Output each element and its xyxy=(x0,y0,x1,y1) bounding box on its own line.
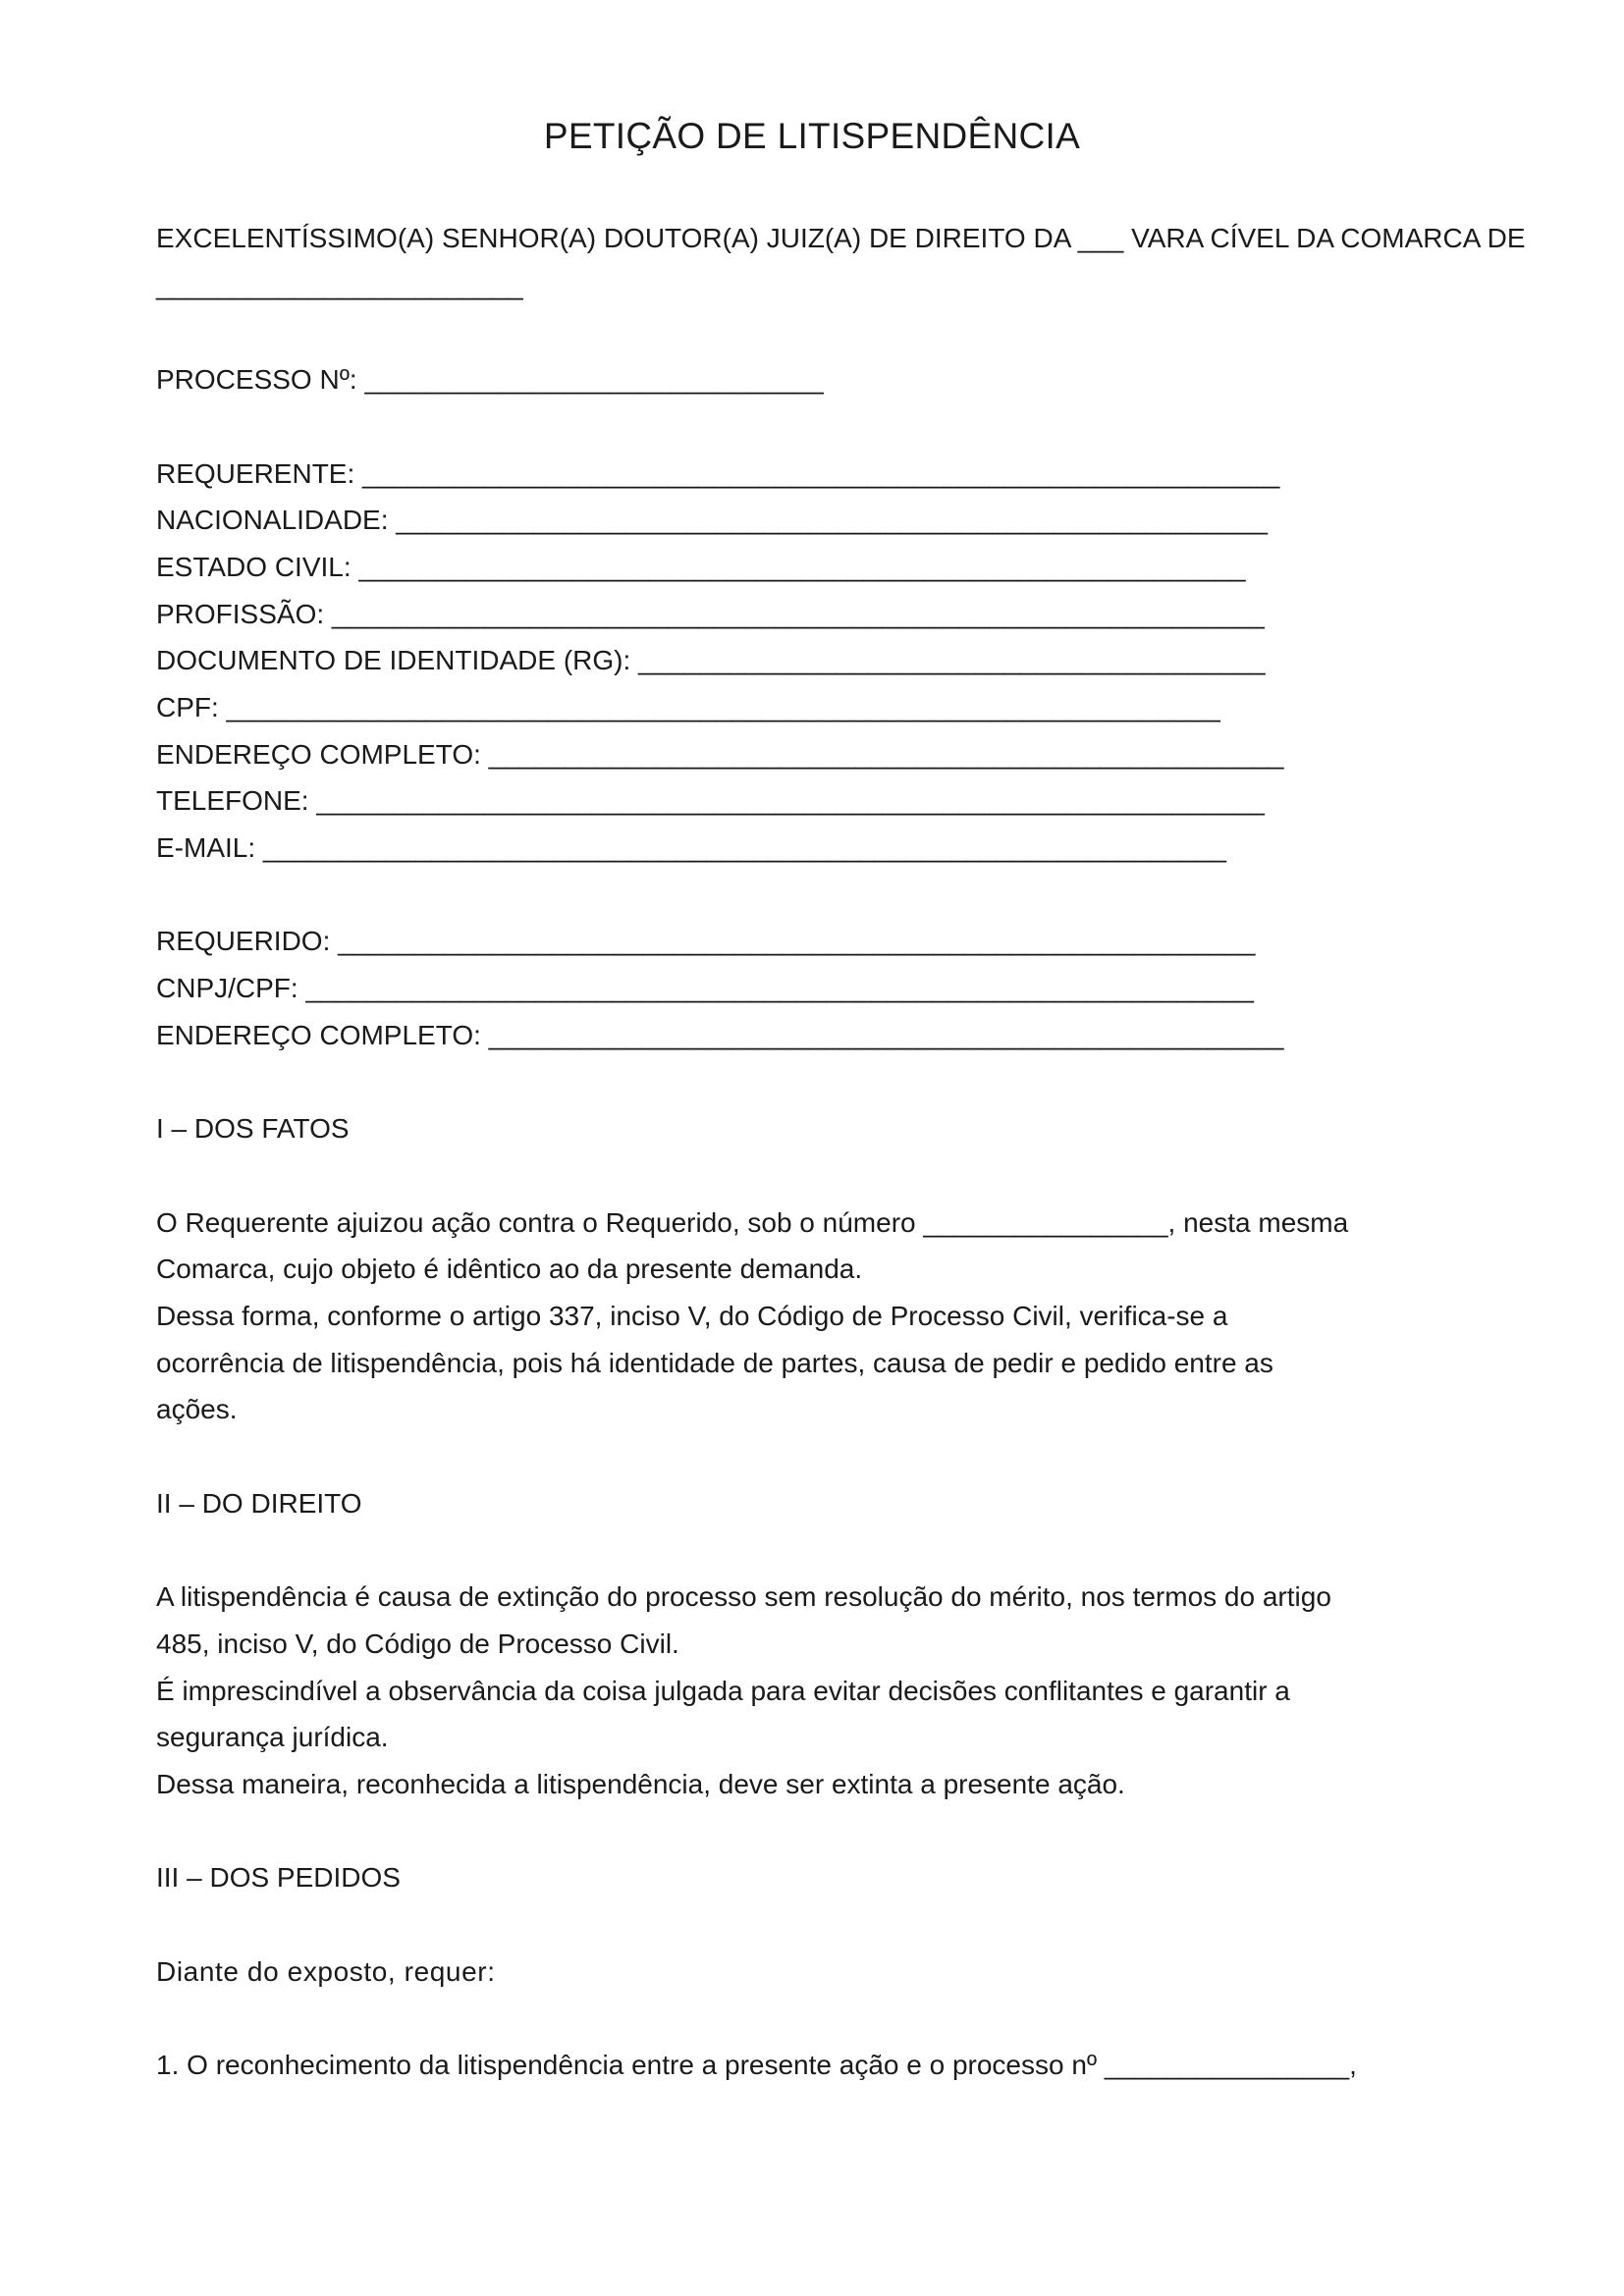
endereco-requerido-field: ENDEREÇO COMPLETO: ____________________________________________________ xyxy=(156,1020,1284,1050)
addressee-line-2: ________________________ xyxy=(156,270,523,300)
profissao-field: PROFISSÃO: _____________________________________________________________ xyxy=(156,599,1265,629)
paragraph-line: Comarca, cujo objeto é idêntico ao da presente demanda. xyxy=(156,1254,863,1284)
document-title: PETIÇÃO DE LITISPENDÊNCIA xyxy=(543,116,1081,156)
paragraph-line: É imprescindível a observância da coisa julgada para evitar decisões conflitantes e garantir a xyxy=(156,1676,1290,1706)
paragraph-line: ações. xyxy=(156,1394,238,1424)
rg-field: DOCUMENTO DE IDENTIDADE (RG): _________________________________________ xyxy=(156,645,1266,675)
paragraph-line: Dessa maneira, reconhecida a litispendência, deve ser extinta a presente ação. xyxy=(156,1769,1125,1799)
telefone-field: TELEFONE: ______________________________________________________________ xyxy=(156,785,1265,816)
paragraph-line: ocorrência de litispendência, pois há identidade de partes, causa de pedir e pedido entre as xyxy=(156,1348,1273,1378)
addressee-line-1: EXCELENTÍSSIMO(A) SENHOR(A) DOUTOR(A) JUIZ(A) DE DIREITO DA ___ VARA CÍVEL DA COMARCA DE xyxy=(156,223,1526,253)
section-heading-fatos: I – DOS FATOS xyxy=(156,1113,350,1144)
requerido-field: REQUERIDO: ____________________________________________________________ xyxy=(156,926,1256,956)
paragraph-line: A litispendência é causa de extinção do processo sem resolução do mérito, nos termos do artigo xyxy=(156,1581,1331,1612)
cnpj-cpf-field: CNPJ/CPF: ______________________________________________________________ xyxy=(156,973,1254,1003)
estado-civil-field: ESTADO CIVIL: __________________________________________________________ xyxy=(156,552,1246,582)
paragraph-line: O Requerente ajuizou ação contra o Requerido, sob o número ________________, nesta mesma xyxy=(156,1207,1349,1238)
paragraph-line: 485, inciso V, do Código de Processo Civil. xyxy=(156,1629,679,1659)
cpf-field: CPF: _________________________________________________________________ xyxy=(156,692,1220,722)
paragraph-line: Dessa forma, conforme o artigo 337, inciso V, do Código de Processo Civil, verifica-se a xyxy=(156,1301,1228,1331)
pedido-item-1: 1. O reconhecimento da litispendência entre a presente ação e o processo nº ________________, xyxy=(156,2050,1357,2080)
section-heading-direito: II – DO DIREITO xyxy=(156,1488,362,1519)
email-field: E-MAIL: _______________________________________________________________ xyxy=(156,832,1226,863)
requerente-field: REQUERENTE: ____________________________________________________________ xyxy=(156,458,1280,489)
processo-field: PROCESSO Nº: ______________________________ xyxy=(156,364,824,395)
paragraph-line: segurança jurídica. xyxy=(156,1722,389,1752)
endereco-requerente-field: ENDEREÇO COMPLETO: ____________________________________________________ xyxy=(156,739,1284,770)
pedidos-intro: Diante do exposto, requer: xyxy=(156,1956,496,1987)
section-heading-pedidos: III – DOS PEDIDOS xyxy=(156,1862,401,1893)
nacionalidade-field: NACIONALIDADE: _________________________________________________________ xyxy=(156,505,1268,535)
